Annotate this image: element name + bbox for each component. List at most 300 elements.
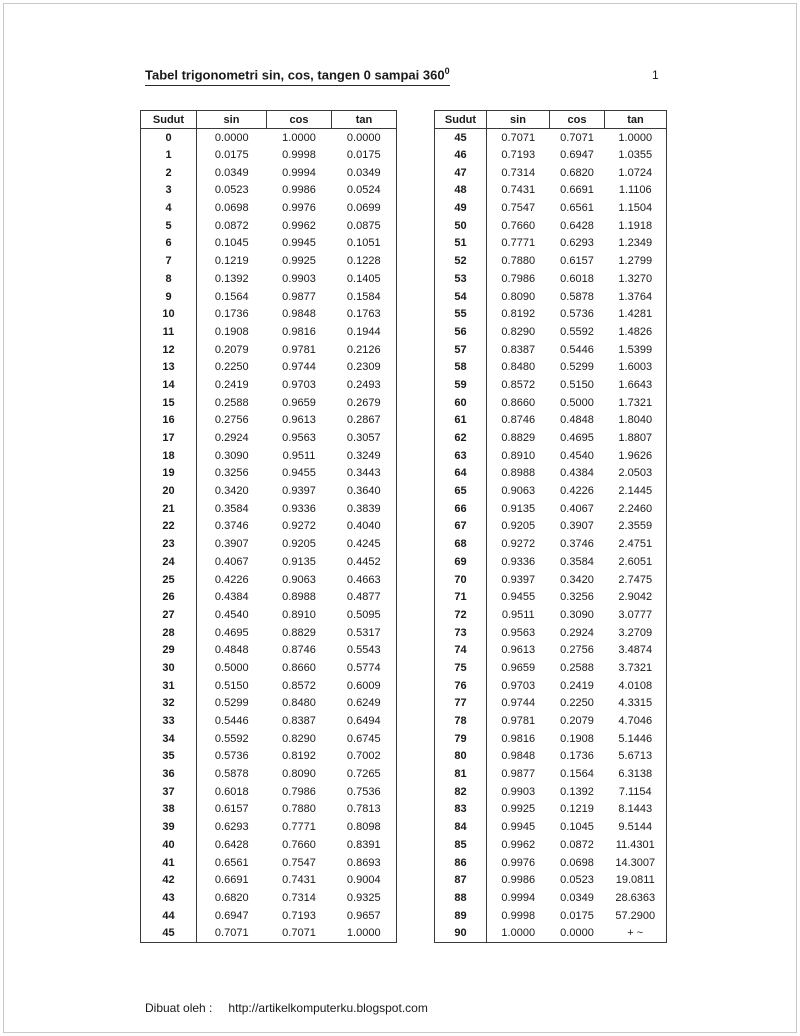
- value-cell: 19.0811: [615, 874, 655, 887]
- table-row: [435, 695, 667, 713]
- value-cell: 0.7314: [282, 891, 316, 904]
- angle-cell: 39: [141, 818, 197, 836]
- value-cell: 0.9703: [282, 378, 316, 391]
- angle-cell: 55: [435, 305, 487, 323]
- page-title: [145, 66, 450, 86]
- value-cell: 0.8290: [501, 325, 536, 338]
- table-row: [141, 730, 397, 748]
- table-row: [141, 748, 397, 766]
- angle-cell: 54: [435, 288, 487, 306]
- angle-cell: 26: [141, 588, 197, 606]
- value-cell: 0.5736: [214, 750, 249, 763]
- value-cell: 8.1443: [618, 803, 653, 816]
- value-cell: 1.0724: [618, 166, 653, 179]
- table-row: [435, 146, 667, 164]
- column-header-sin: sin: [197, 111, 267, 129]
- value-cell: 0.8693: [346, 856, 381, 869]
- angle-cell: 43: [141, 889, 197, 907]
- table-row: [435, 518, 667, 536]
- table-row: [435, 641, 667, 659]
- angle-cell: 33: [141, 712, 197, 730]
- value-cell: 0.1392: [214, 272, 249, 285]
- table-row: [141, 500, 397, 518]
- value-cell: 0.4067: [214, 555, 249, 568]
- value-cell: 1.1106: [618, 184, 652, 197]
- angle-cell: 69: [435, 553, 487, 571]
- table-row: [141, 199, 397, 217]
- value-cell: 0.0523: [560, 874, 594, 887]
- page-border: [3, 3, 797, 1033]
- value-cell: 0.3746: [560, 538, 594, 551]
- value-cell: 1.1504: [618, 202, 653, 215]
- table-row: [141, 376, 397, 394]
- value-cell: 0.1219: [560, 803, 594, 816]
- value-cell: 0.7986: [282, 785, 316, 798]
- value-cell: 1.2799: [618, 255, 653, 268]
- angle-cell: 28: [141, 624, 197, 642]
- value-cell: 28.6363: [615, 891, 656, 904]
- angle-cell: 31: [141, 677, 197, 695]
- table-row: [435, 323, 667, 341]
- angle-cell: 50: [435, 217, 487, 235]
- value-cell: 0.9659: [501, 661, 536, 674]
- angle-cell: 35: [141, 748, 197, 766]
- value-cell: 0.7193: [282, 909, 316, 922]
- value-cell: 1.0000: [501, 927, 536, 940]
- value-cell: 0.4384: [560, 467, 594, 480]
- value-cell: 0.6018: [214, 785, 249, 798]
- value-cell: 0.1045: [560, 821, 594, 834]
- value-cell: 0.8192: [501, 308, 536, 321]
- angle-cell: 27: [141, 606, 197, 624]
- footer-url: http://artikelkomputerku.blogspot.com: [228, 1001, 428, 1015]
- angle-cell: 30: [141, 659, 197, 677]
- table-row: [435, 199, 667, 217]
- value-cell: 0.0523: [214, 184, 249, 197]
- value-cell: 0.7660: [501, 219, 536, 232]
- angle-cell: 66: [435, 500, 487, 518]
- angle-cell: 38: [141, 801, 197, 819]
- angle-cell: 7: [141, 252, 197, 270]
- value-cell: 0.4226: [560, 485, 594, 498]
- value-cell: 0.9135: [501, 502, 536, 515]
- angle-cell: 42: [141, 871, 197, 889]
- value-cell: 0.8098: [346, 821, 381, 834]
- table-row: [141, 889, 397, 907]
- table-row: [435, 535, 667, 553]
- angle-cell: 34: [141, 730, 197, 748]
- value-cell: 0.8988: [282, 591, 316, 604]
- value-cell: 0.4540: [214, 608, 249, 621]
- value-cell: 0.6947: [560, 149, 594, 162]
- angle-cell: 86: [435, 854, 487, 872]
- table-row: [141, 235, 397, 253]
- value-cell: 0.9703: [501, 679, 536, 692]
- table-row: [435, 288, 667, 306]
- value-cell: 0.9272: [501, 538, 536, 551]
- value-cell: 1.6643: [618, 378, 653, 391]
- table-row: [435, 217, 667, 235]
- value-cell: 0.9397: [501, 573, 536, 586]
- value-cell: 0.2924: [560, 626, 594, 639]
- table-row: [141, 164, 397, 182]
- table-row: [141, 341, 397, 359]
- value-cell: 0.9976: [501, 856, 536, 869]
- value-cell: 0.9781: [501, 715, 536, 728]
- angle-cell: 12: [141, 341, 197, 359]
- value-cell: 0.9272: [282, 520, 316, 533]
- angle-cell: 10: [141, 305, 197, 323]
- value-cell: 0.0000: [560, 927, 594, 940]
- angle-cell: 15: [141, 394, 197, 412]
- value-cell: 0.3090: [560, 608, 594, 621]
- value-cell: 0.2756: [214, 414, 249, 427]
- value-cell: 0.2588: [560, 661, 594, 674]
- value-cell: 1.0000: [346, 927, 381, 940]
- value-cell: 0.0175: [346, 149, 381, 162]
- value-cell: 0.5592: [560, 325, 594, 338]
- value-cell: 0.4384: [214, 591, 249, 604]
- value-cell: 0.9781: [282, 343, 316, 356]
- value-cell: 0.3256: [214, 467, 249, 480]
- value-cell: 0.8829: [282, 626, 316, 639]
- value-cell: 0.6820: [560, 166, 594, 179]
- angle-cell: 2: [141, 164, 197, 182]
- value-cell: 1.6003: [618, 361, 653, 374]
- value-cell: 0.1219: [214, 255, 249, 268]
- angle-cell: 25: [141, 571, 197, 589]
- value-cell: 0.5774: [346, 661, 381, 674]
- value-cell: 0.6249: [346, 697, 381, 710]
- value-cell: 0.7813: [346, 803, 381, 816]
- angle-cell: 32: [141, 695, 197, 713]
- table-row: [435, 429, 667, 447]
- value-cell: 0.6691: [214, 874, 249, 887]
- angle-cell: 64: [435, 465, 487, 483]
- value-cell: 0.3420: [214, 485, 249, 498]
- angle-cell: 9: [141, 288, 197, 306]
- value-cell: 0.8090: [501, 290, 536, 303]
- value-cell: 0.2250: [214, 361, 249, 374]
- table-row: [435, 659, 667, 677]
- value-cell: 0.3584: [214, 502, 249, 515]
- value-cell: 0.6820: [214, 891, 249, 904]
- table-row: [141, 429, 397, 447]
- value-cell: 0.9744: [282, 361, 316, 374]
- value-cell: 0.9325: [346, 891, 381, 904]
- value-cell: 0.8910: [501, 449, 536, 462]
- angle-cell: 82: [435, 783, 487, 801]
- value-cell: 0.3746: [214, 520, 249, 533]
- value-cell: 0.9563: [501, 626, 536, 639]
- value-cell: 0.8910: [282, 608, 316, 621]
- value-cell: 1.3270: [618, 272, 653, 285]
- table-row: [435, 447, 667, 465]
- value-cell: 4.0108: [618, 679, 653, 692]
- value-cell: 0.5446: [560, 343, 594, 356]
- table-row: [435, 765, 667, 783]
- value-cell: 0.2419: [560, 679, 594, 692]
- table-row: [141, 659, 397, 677]
- table-row: [435, 924, 667, 942]
- table-row: [141, 270, 397, 288]
- table-row: [141, 624, 397, 642]
- table-body: [435, 129, 667, 943]
- value-cell: 0.4067: [560, 502, 594, 515]
- value-cell: 1.9626: [618, 449, 653, 462]
- table-row: [141, 871, 397, 889]
- angle-cell: 59: [435, 376, 487, 394]
- value-cell: 1.8040: [618, 414, 653, 427]
- value-cell: 0.1564: [214, 290, 249, 303]
- value-cell: 0.5000: [214, 661, 249, 674]
- value-cell: 2.1445: [618, 485, 653, 498]
- value-cell: 0.7071: [282, 927, 316, 940]
- value-cell: 0.9511: [282, 449, 316, 462]
- page-title-text: Tabel trigonometri sin, cos, tangen 0 sampai 360: [145, 67, 445, 83]
- table-row: [141, 252, 397, 270]
- table-row: [435, 871, 667, 889]
- column-header-cos: cos: [550, 111, 605, 129]
- value-cell: 0.9848: [501, 750, 536, 763]
- table-header-row: [435, 111, 667, 129]
- value-cell: 0.1736: [560, 750, 594, 763]
- value-cell: 0.6494: [346, 715, 381, 728]
- value-cell: 0.3839: [346, 502, 381, 515]
- value-cell: 1.0355: [618, 149, 653, 162]
- table-row: [141, 518, 397, 536]
- value-cell: 1.7321: [618, 396, 653, 409]
- angle-cell: 72: [435, 606, 487, 624]
- value-cell: 0.0175: [214, 149, 249, 162]
- value-cell: 0.5150: [214, 679, 249, 692]
- value-cell: 0.6009: [346, 679, 381, 692]
- value-cell: 0.8660: [282, 661, 316, 674]
- value-cell: 0.2867: [346, 414, 381, 427]
- table-row: [435, 182, 667, 200]
- table-row: [435, 854, 667, 872]
- angle-cell: 87: [435, 871, 487, 889]
- value-cell: 0.1405: [346, 272, 381, 285]
- angle-cell: 5: [141, 217, 197, 235]
- value-cell: 0.7880: [282, 803, 316, 816]
- value-cell: 0.6293: [214, 821, 249, 834]
- value-cell: 0.9063: [282, 573, 316, 586]
- value-cell: 11.4301: [615, 838, 655, 851]
- value-cell: 0.7536: [346, 785, 381, 798]
- table-header-row: [141, 111, 397, 129]
- value-cell: 0.9816: [282, 325, 316, 338]
- value-cell: 0.9205: [282, 538, 316, 551]
- value-cell: 0.8746: [282, 644, 316, 657]
- angle-cell: 36: [141, 765, 197, 783]
- angle-cell: 19: [141, 465, 197, 483]
- value-cell: 0.9004: [346, 874, 381, 887]
- value-cell: 0.5592: [214, 732, 249, 745]
- value-cell: 0.0699: [346, 202, 381, 215]
- table-row: [141, 146, 397, 164]
- value-cell: 0.9903: [282, 272, 316, 285]
- value-cell: 0.3443: [346, 467, 381, 480]
- value-cell: 2.4751: [618, 538, 653, 551]
- table-row: [141, 818, 397, 836]
- value-cell: 1.0000: [282, 131, 316, 144]
- table-row: [141, 854, 397, 872]
- table-row: [435, 907, 667, 925]
- value-cell: 0.0349: [346, 166, 381, 179]
- value-cell: 1.4281: [618, 308, 653, 321]
- value-cell: 0.9336: [501, 555, 536, 568]
- value-cell: 0.1392: [560, 785, 594, 798]
- value-cell: 0.9945: [282, 237, 316, 250]
- value-cell: 0.9877: [282, 290, 316, 303]
- value-cell: 0.6157: [560, 255, 594, 268]
- value-cell: 0.9986: [282, 184, 316, 197]
- angle-cell: 65: [435, 482, 487, 500]
- value-cell: 0.3057: [346, 432, 381, 445]
- value-cell: 6.3138: [618, 768, 653, 781]
- table-row: [435, 164, 667, 182]
- value-cell: 0.6018: [560, 272, 594, 285]
- angle-cell: 46: [435, 146, 487, 164]
- table-row: [435, 500, 667, 518]
- value-cell: 0.5299: [214, 697, 249, 710]
- value-cell: 2.3559: [618, 520, 653, 533]
- table-row: [435, 712, 667, 730]
- value-cell: 0.8572: [282, 679, 316, 692]
- value-cell: 0.6947: [214, 909, 249, 922]
- value-cell: 0.6293: [560, 237, 594, 250]
- table-row: [435, 677, 667, 695]
- angle-cell: 17: [141, 429, 197, 447]
- value-cell: 0.9994: [501, 891, 536, 904]
- page-title-superscript: 0: [444, 66, 450, 76]
- value-cell: 0.8480: [282, 697, 316, 710]
- table-row: [141, 765, 397, 783]
- angle-cell: 23: [141, 535, 197, 553]
- table-row: [435, 482, 667, 500]
- value-cell: 0.8090: [282, 768, 316, 781]
- value-cell: 0.7193: [501, 149, 536, 162]
- column-header-tan: tan: [332, 111, 397, 129]
- value-cell: 0.9397: [282, 485, 316, 498]
- value-cell: 0.0875: [346, 219, 381, 232]
- value-cell: 0.7071: [214, 927, 249, 940]
- table-row: [435, 305, 667, 323]
- value-cell: 0.4877: [346, 591, 381, 604]
- trig-table-0-45: [140, 110, 397, 943]
- value-cell: 0.9135: [282, 555, 316, 568]
- value-cell: 0.9903: [501, 785, 536, 798]
- value-cell: 0.5878: [560, 290, 594, 303]
- value-cell: 0.7880: [501, 255, 536, 268]
- value-cell: 0.8572: [501, 378, 536, 391]
- value-cell: 1.2349: [618, 237, 653, 250]
- table-row: [435, 818, 667, 836]
- angle-cell: 58: [435, 358, 487, 376]
- angle-cell: 77: [435, 695, 487, 713]
- value-cell: 0.0175: [560, 909, 594, 922]
- value-cell: 0.7071: [560, 131, 594, 144]
- value-cell: 0.5543: [346, 644, 381, 657]
- angle-cell: 11: [141, 323, 197, 341]
- table-row: [141, 907, 397, 925]
- value-cell: 1.3764: [618, 290, 653, 303]
- value-cell: 0.9986: [501, 874, 536, 887]
- angle-cell: 60: [435, 394, 487, 412]
- value-cell: 0.2309: [346, 361, 381, 374]
- angle-cell: 8: [141, 270, 197, 288]
- value-cell: 0.5446: [214, 715, 249, 728]
- table-row: [141, 305, 397, 323]
- angle-cell: 21: [141, 500, 197, 518]
- table-row: [435, 889, 667, 907]
- value-cell: 3.7321: [618, 661, 653, 674]
- value-cell: 0.0000: [214, 131, 249, 144]
- table-row: [435, 571, 667, 589]
- value-cell: 0.7547: [501, 202, 536, 215]
- angle-cell: 16: [141, 412, 197, 430]
- value-cell: 0.7265: [346, 768, 381, 781]
- value-cell: 0.4540: [560, 449, 594, 462]
- angle-cell: 71: [435, 588, 487, 606]
- value-cell: 0.2924: [214, 432, 249, 445]
- value-cell: 2.0503: [618, 467, 653, 480]
- angle-cell: 37: [141, 783, 197, 801]
- table-row: [141, 412, 397, 430]
- value-cell: 7.1154: [618, 785, 652, 798]
- value-cell: 0.3249: [346, 449, 381, 462]
- value-cell: 0.0524: [346, 184, 381, 197]
- value-cell: 0.2588: [214, 396, 249, 409]
- angle-cell: 84: [435, 818, 487, 836]
- value-cell: 0.4226: [214, 573, 249, 586]
- table-row: [435, 412, 667, 430]
- value-cell: 0.9925: [282, 255, 316, 268]
- value-cell: 1.4826: [618, 325, 653, 338]
- column-header-sudut: Sudut: [141, 111, 197, 129]
- column-header-cos: cos: [267, 111, 332, 129]
- table-row: [435, 553, 667, 571]
- angle-cell: 63: [435, 447, 487, 465]
- value-cell: 0.9336: [282, 502, 316, 515]
- value-cell: 1.5399: [618, 343, 653, 356]
- angle-cell: 81: [435, 765, 487, 783]
- value-cell: 0.9063: [501, 485, 536, 498]
- table-row: [435, 358, 667, 376]
- value-cell: 0.4848: [214, 644, 249, 657]
- value-cell: 0.5000: [560, 396, 594, 409]
- value-cell: 0.1564: [560, 768, 594, 781]
- table-row: [435, 624, 667, 642]
- value-cell: 0.9455: [501, 591, 536, 604]
- value-cell: 0.3584: [560, 555, 594, 568]
- value-cell: 0.1045: [214, 237, 249, 250]
- value-cell: 0.2493: [346, 378, 381, 391]
- value-cell: 0.3907: [214, 538, 249, 551]
- value-cell: 0.9925: [501, 803, 536, 816]
- value-cell: 1.0000: [618, 131, 653, 144]
- value-cell: 0.4848: [560, 414, 594, 427]
- value-cell: 0.1228: [346, 255, 381, 268]
- value-cell: 4.7046: [618, 715, 653, 728]
- value-cell: 0.9962: [282, 219, 316, 232]
- value-cell: 0.6691: [560, 184, 594, 197]
- value-cell: 57.2900: [615, 909, 656, 922]
- angle-cell: 47: [435, 164, 487, 182]
- angle-cell: 45: [435, 129, 487, 147]
- table-row: [141, 695, 397, 713]
